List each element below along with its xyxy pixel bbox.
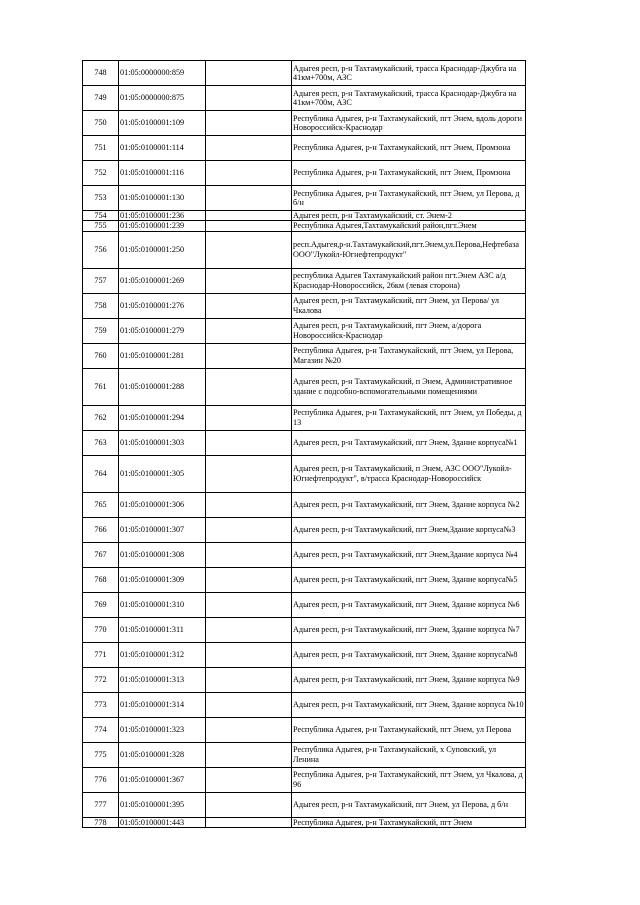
table-row xyxy=(83,86,526,111)
empty-cell xyxy=(206,667,292,692)
cadastral-number-cell: 01:05:0100001:314 xyxy=(119,692,206,717)
row-number-cell: 777 xyxy=(83,792,119,817)
table-row xyxy=(83,817,526,827)
empty-cell xyxy=(206,717,292,742)
address-cell: Республика Адыгея, р-н Тахтамукайский, пгт Энем, ул Перова xyxy=(292,717,526,742)
address-cell: Адыгея респ, р-н Тахтамукайский, пгт Энем, ул Перова/ ул Чкалова xyxy=(292,293,526,318)
cadastral-number-cell: 01:05:0100001:307 xyxy=(119,517,206,542)
empty-cell xyxy=(206,492,292,517)
empty-cell xyxy=(206,405,292,430)
address-cell: Республика Адыгея,Тахтамукайский район,пгт.Энем xyxy=(292,221,526,231)
empty-cell xyxy=(206,211,292,221)
table-row xyxy=(83,161,526,186)
row-number-cell: 769 xyxy=(83,592,119,617)
table-row xyxy=(83,136,526,161)
cadastral-number-cell: 01:05:0100001:276 xyxy=(119,293,206,318)
address-cell: респ.Адыгея,р-н.Тахтамукайский,пгт.Энем,ул.Перова,Нефтебаза ООО"Лукойл-Югнефтепродукт" xyxy=(292,231,526,268)
address-cell: Адыгея респ, р-н Тахтамукайский, пгт Энем,Здание корпуса №4 xyxy=(292,542,526,567)
table-row xyxy=(83,186,526,211)
row-number-cell: 766 xyxy=(83,517,119,542)
empty-cell xyxy=(206,817,292,827)
cadastral-number-cell: 01:05:0100001:323 xyxy=(119,717,206,742)
table-row xyxy=(83,455,526,492)
address-cell: Адыгея респ, р-н Тахтамукайский, пгт Энем, Здание корпуса №7 xyxy=(292,617,526,642)
address-cell: Адыгея респ, р-н Тахтамукайский, пгт Энем, Здание корпуса №9 xyxy=(292,667,526,692)
address-cell: Республика Адыгея, р-н Тахтамукайский, пгт Энем, вдоль дороги Новороссийск-Краснодар xyxy=(292,111,526,136)
table-row xyxy=(83,767,526,792)
row-number-cell: 761 xyxy=(83,368,119,405)
table-row xyxy=(83,221,526,231)
row-number-cell: 759 xyxy=(83,318,119,343)
address-cell: Республика Адыгея, р-н Тахтамукайский, пгт Энем, Промзона xyxy=(292,136,526,161)
row-number-cell: 758 xyxy=(83,293,119,318)
empty-cell xyxy=(206,61,292,86)
address-cell: Адыгея респ, р-н Тахтамукайский, п Энем, Административное здание с подсобно-вспомогательными помещениями xyxy=(292,368,526,405)
row-number-cell: 764 xyxy=(83,455,119,492)
table-row xyxy=(83,742,526,767)
table-row xyxy=(83,111,526,136)
address-cell: Республика Адыгея, р-н Тахтамукайский, пгт Энем, ул Чкалова, д 96 xyxy=(292,767,526,792)
cadastral-number-cell: 01:05:0100001:130 xyxy=(119,186,206,211)
empty-cell xyxy=(206,592,292,617)
empty-cell xyxy=(206,343,292,368)
empty-cell xyxy=(206,368,292,405)
cadastral-number-cell: 01:05:0000000:875 xyxy=(119,86,206,111)
cadastral-number-cell: 01:05:0100001:443 xyxy=(119,817,206,827)
row-number-cell: 770 xyxy=(83,617,119,642)
address-cell: Республика Адыгея, р-н Тахтамукайский, пгт Энем xyxy=(292,817,526,827)
address-cell: Адыгея респ, р-н Тахтамукайский, пгт Энем, ул Перова, д б/н xyxy=(292,792,526,817)
empty-cell xyxy=(206,430,292,455)
table-row xyxy=(83,792,526,817)
address-cell: Адыгея респ, р-н Тахтамукайский, пгт Энем, Здание корпуса №10 xyxy=(292,692,526,717)
row-number-cell: 760 xyxy=(83,343,119,368)
address-cell: Адыгея респ, р-н Тахтамукайский, пгт Энем, Здание корпуса№1 xyxy=(292,430,526,455)
row-number-cell: 762 xyxy=(83,405,119,430)
row-number-cell: 749 xyxy=(83,86,119,111)
cadastral-number-cell: 01:05:0100001:311 xyxy=(119,617,206,642)
table-row xyxy=(83,642,526,667)
cadastral-number-cell: 01:05:0100001:313 xyxy=(119,667,206,692)
table-row xyxy=(83,430,526,455)
address-cell: Адыгея респ, р-н Тахтамукайский, пгт Энем,Здание корпуса№3 xyxy=(292,517,526,542)
row-number-cell: 754 xyxy=(83,211,119,221)
cadastral-number-cell: 01:05:0100001:305 xyxy=(119,455,206,492)
address-cell: Республика Адыгея, р-н Тахтамукайский, пгт Энем, Промзона xyxy=(292,161,526,186)
address-cell: Адыгея респ, р-н Тахтамукайский, пгт Энем, а/дорога Новороссийск-Краснодар xyxy=(292,318,526,343)
table-row xyxy=(83,293,526,318)
row-number-cell: 774 xyxy=(83,717,119,742)
row-number-cell: 748 xyxy=(83,61,119,86)
table-row xyxy=(83,211,526,221)
address-cell: Адыгея респ, р-н Тахтамукайский, пгт Энем, Здание корпуса №6 xyxy=(292,592,526,617)
cadastral-number-cell: 01:05:0100001:395 xyxy=(119,792,206,817)
cadastral-number-cell: 01:05:0100001:310 xyxy=(119,592,206,617)
row-number-cell: 771 xyxy=(83,642,119,667)
empty-cell xyxy=(206,517,292,542)
address-cell: Адыгея респ, р-н Тахтамукайский, п Энем, АЗС ООО"Лукойл-Югнефтепродукт", в/трасса Краснодар-Новороссийск xyxy=(292,455,526,492)
table-row xyxy=(83,268,526,293)
table-row xyxy=(83,405,526,430)
table-row xyxy=(83,318,526,343)
cadastral-number-cell: 01:05:0100001:294 xyxy=(119,405,206,430)
cadastral-number-cell: 01:05:0100001:288 xyxy=(119,368,206,405)
row-number-cell: 772 xyxy=(83,667,119,692)
address-cell: Адыгея респ, р-н Тахтамукайский, пгт Энем, Здание корпуса№8 xyxy=(292,642,526,667)
empty-cell xyxy=(206,136,292,161)
address-cell: Республика Адыгея, р-н Тахтамукайский, х Суповский, ул Ленина xyxy=(292,742,526,767)
cadastral-number-cell: 01:05:0100001:281 xyxy=(119,343,206,368)
table-row xyxy=(83,592,526,617)
empty-cell xyxy=(206,767,292,792)
row-number-cell: 763 xyxy=(83,430,119,455)
table-row xyxy=(83,368,526,405)
table-row xyxy=(83,567,526,592)
row-number-cell: 756 xyxy=(83,231,119,268)
empty-cell xyxy=(206,742,292,767)
cadastral-number-cell: 01:05:0100001:236 xyxy=(119,211,206,221)
cadastral-number-cell: 01:05:0100001:303 xyxy=(119,430,206,455)
cadastral-number-cell: 01:05:0100001:269 xyxy=(119,268,206,293)
cadastral-number-cell: 01:05:0100001:116 xyxy=(119,161,206,186)
table-row xyxy=(83,717,526,742)
empty-cell xyxy=(206,231,292,268)
empty-cell xyxy=(206,642,292,667)
address-cell: Адыгея респ, р-н Тахтамукайский, пгт Энем, Здание корпуса№5 xyxy=(292,567,526,592)
address-cell: Республика Адыгея, р-н Тахтамукайский, пгт Энем, ул Победы, д 13 xyxy=(292,405,526,430)
empty-cell xyxy=(206,542,292,567)
row-number-cell: 751 xyxy=(83,136,119,161)
empty-cell xyxy=(206,567,292,592)
cadastral-number-cell: 01:05:0100001:308 xyxy=(119,542,206,567)
table-row xyxy=(83,542,526,567)
cadastral-number-cell: 01:05:0100001:328 xyxy=(119,742,206,767)
register-table-body xyxy=(83,61,526,828)
row-number-cell: 752 xyxy=(83,161,119,186)
cadastral-number-cell: 01:05:0100001:309 xyxy=(119,567,206,592)
empty-cell xyxy=(206,792,292,817)
property-register-table xyxy=(82,60,526,828)
cadastral-number-cell: 01:05:0100001:114 xyxy=(119,136,206,161)
row-number-cell: 753 xyxy=(83,186,119,211)
row-number-cell: 775 xyxy=(83,742,119,767)
row-number-cell: 750 xyxy=(83,111,119,136)
empty-cell xyxy=(206,86,292,111)
address-cell: Республика Адыгея, р-н Тахтамукайский, пгт Энем, ул Перова, д б/н xyxy=(292,186,526,211)
cadastral-number-cell: 01:05:0100001:367 xyxy=(119,767,206,792)
row-number-cell: 773 xyxy=(83,692,119,717)
table-row xyxy=(83,61,526,86)
empty-cell xyxy=(206,293,292,318)
empty-cell xyxy=(206,111,292,136)
cadastral-number-cell: 01:05:0100001:109 xyxy=(119,111,206,136)
address-cell: Адыгея респ, р-н Тахтамукайский, пгт Энем, Здание корпуса №2 xyxy=(292,492,526,517)
cadastral-number-cell: 01:05:0100001:312 xyxy=(119,642,206,667)
table-row xyxy=(83,617,526,642)
row-number-cell: 776 xyxy=(83,767,119,792)
cadastral-number-cell: 01:05:0000000:859 xyxy=(119,61,206,86)
row-number-cell: 767 xyxy=(83,542,119,567)
empty-cell xyxy=(206,221,292,231)
table-row xyxy=(83,343,526,368)
table-row xyxy=(83,231,526,268)
empty-cell xyxy=(206,455,292,492)
row-number-cell: 765 xyxy=(83,492,119,517)
row-number-cell: 768 xyxy=(83,567,119,592)
empty-cell xyxy=(206,161,292,186)
empty-cell xyxy=(206,318,292,343)
address-cell: Республика Адыгея, р-н Тахтамукайский, пгт Энем, ул Перова, Магазин №20 xyxy=(292,343,526,368)
row-number-cell: 757 xyxy=(83,268,119,293)
address-cell: Адыгея респ, р-н Тахтамукайский, трасса Краснодар-Джубга на 41км+700м, АЗС xyxy=(292,61,526,86)
table-row xyxy=(83,692,526,717)
empty-cell xyxy=(206,617,292,642)
table-row xyxy=(83,517,526,542)
cadastral-number-cell: 01:05:0100001:250 xyxy=(119,231,206,268)
address-cell: республика Адыгея Тахтамукайский район пгт.Энем АЗС а/д Краснодар-Новороссийск, 26км (левая сторона) xyxy=(292,268,526,293)
table-row xyxy=(83,667,526,692)
cadastral-number-cell: 01:05:0100001:279 xyxy=(119,318,206,343)
address-cell: Адыгея респ, р-н Тахтамукайский, ст. Энем-2 xyxy=(292,211,526,221)
row-number-cell: 755 xyxy=(83,221,119,231)
row-number-cell: 778 xyxy=(83,817,119,827)
table-row xyxy=(83,492,526,517)
empty-cell xyxy=(206,186,292,211)
empty-cell xyxy=(206,692,292,717)
cadastral-number-cell: 01:05:0100001:306 xyxy=(119,492,206,517)
address-cell: Адыгея респ, р-н Тахтамукайский, трасса Краснодар-Джубга на 41км+700м, АЗС xyxy=(292,86,526,111)
empty-cell xyxy=(206,268,292,293)
cadastral-number-cell: 01:05:0100001:239 xyxy=(119,221,206,231)
